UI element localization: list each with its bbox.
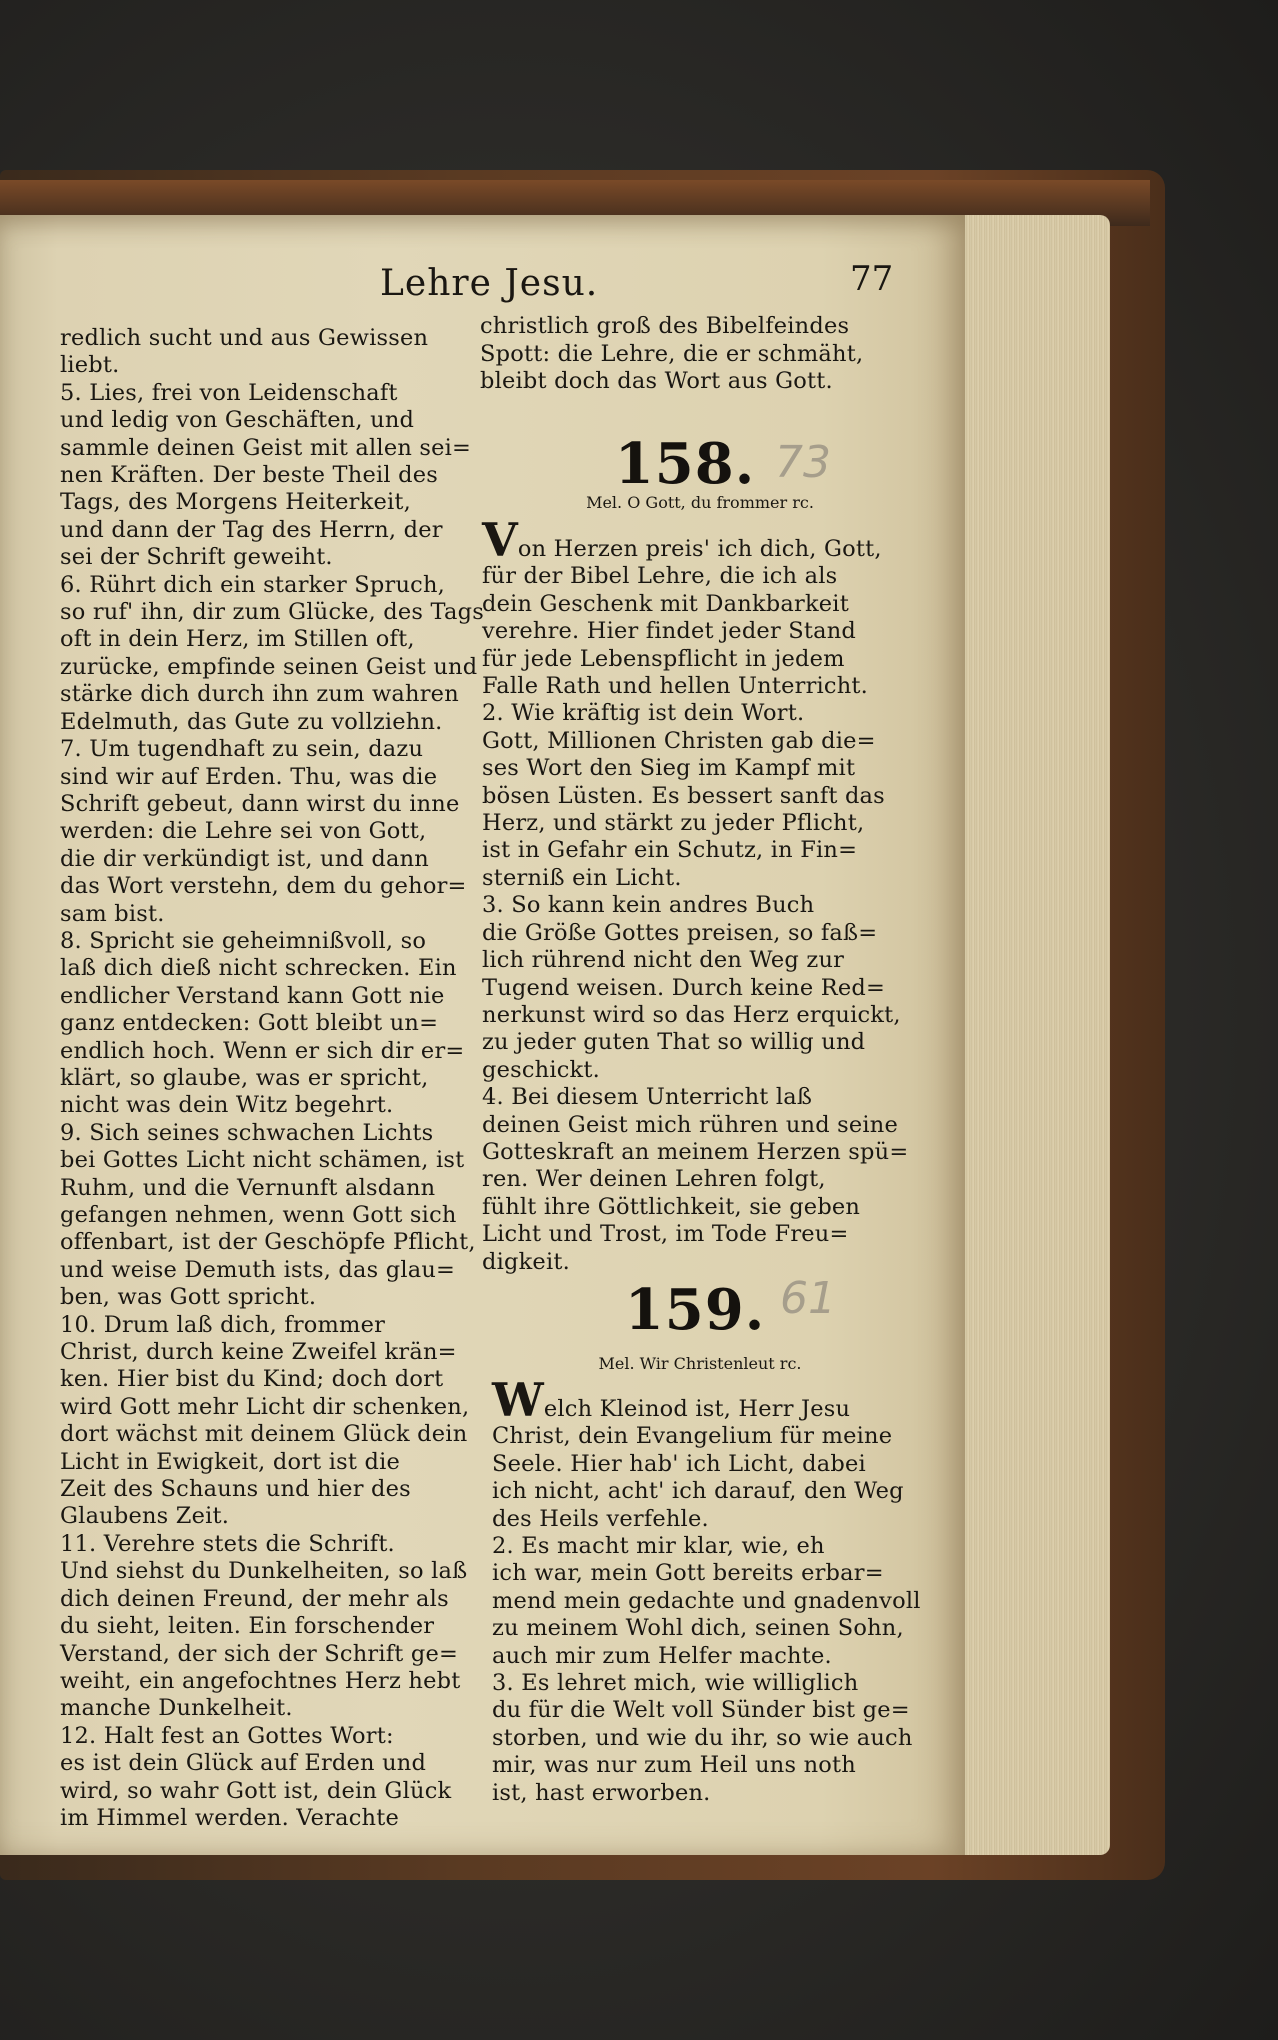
text-line: Gotteskraft an meinem Herzen spü= — [482, 1138, 909, 1165]
text-line: weiht, ein angefochtnes Herz hebt — [60, 1667, 461, 1694]
text-line: Christ, dein Evangelium für meine — [492, 1423, 893, 1450]
text-line: laß dich dieß nicht schrecken. Ein — [60, 955, 457, 982]
text-line: die Größe Gottes preisen, so faß= — [482, 919, 878, 946]
text-line: 10. Drum laß dich, frommer — [60, 1311, 386, 1338]
hymn-159-melody: Mel. Wir Christenleut rc. — [598, 1354, 802, 1373]
text-line — [482, 513, 912, 567]
first-line-text: on Herzen preis' ich dich, Gott, — [517, 536, 882, 562]
text-line: digkeit. — [482, 1248, 570, 1275]
text-line: Licht in Ewigkeit, dort ist die — [60, 1448, 400, 1475]
text-line: oft in dein Herz, im Stillen oft, — [60, 626, 415, 653]
text-line: Christ, durch keine Zweifel krän= — [60, 1339, 457, 1366]
text-line: 2. Wie kräftig ist dein Wort. — [482, 700, 805, 727]
text-line: ken. Hier bist du Kind; doch dort — [60, 1366, 444, 1393]
text-line: ich war, mein Gott bereits erbar= — [492, 1560, 884, 1587]
text-line: ist in Gefahr ein Schutz, in Fin= — [482, 837, 858, 864]
text-line: endlicher Verstand kann Gott nie — [60, 982, 445, 1009]
hymn-158-text — [482, 513, 912, 1276]
first-line-text: elch Kleinod ist, Herr Jesu — [543, 1396, 851, 1422]
text-line: Licht und Trost, im Tode Freu= — [482, 1221, 849, 1248]
text-line: gefangen nehmen, wenn Gott sich — [60, 1202, 457, 1228]
text-line: wird, so wahr Gott ist, dein Glück — [60, 1777, 452, 1804]
text-line: sind wir auf Erden. Thu, was die — [60, 763, 438, 790]
text-line: 8. Spricht sie geheimnißvoll, so — [60, 927, 427, 954]
text-line: mir, was nur zum Heil uns noth — [492, 1752, 856, 1779]
text-line: zu meinem Wohl dich, seinen Sohn, — [492, 1615, 904, 1642]
drop-cap: V — [482, 513, 518, 567]
text-line: Edelmuth, das Gute zu vollziehn. — [60, 708, 443, 735]
text-line: Spott: die Lehre, die er schmäht, — [480, 340, 864, 367]
hymn-159-pencil-note: 61 — [780, 1273, 836, 1324]
text-line: offenbart, ist der Geschöpfe Pflicht, — [60, 1229, 476, 1256]
text-line: für jede Lebenspflicht in jedem — [482, 645, 845, 672]
text-line: zu jeder guten That so willig und — [482, 1029, 866, 1056]
text-line: Herz, und stärkt zu jeder Pflicht, — [482, 810, 865, 837]
text-line: nen Kräften. Der beste Theil des — [60, 462, 438, 489]
text-line: ben, was Gott spricht. — [60, 1284, 317, 1311]
text-line: du sieht, leiten. Ein forschender — [60, 1613, 435, 1640]
text-line — [492, 1373, 922, 1427]
text-line: werden: die Lehre sei von Gott, — [60, 818, 427, 845]
text-line: bleibt doch das Wort aus Gott. — [480, 368, 833, 395]
hymn-158-pencil-note: 73 — [775, 437, 831, 488]
text-line: storben, und wie du ihr, so wie auch — [492, 1724, 913, 1751]
text-line: liebt. — [60, 352, 120, 379]
text-line: verehre. Hier findet jeder Stand — [482, 618, 857, 645]
text-line: und weise Demuth ists, das glau= — [60, 1256, 456, 1283]
text-line: 12. Halt fest an Gottes Wort: — [60, 1722, 394, 1749]
text-line: Tags, des Morgens Heiterkeit, — [60, 489, 411, 516]
text-line: manche Dunkelheit. — [60, 1695, 293, 1722]
text-line: 9. Sich seines schwachen Lichts — [60, 1119, 434, 1146]
text-line: geschickt. — [482, 1056, 600, 1083]
text-line: 5. Lies, frei von Leidenschaft — [60, 379, 398, 406]
text-line: Glaubens Zeit. — [60, 1503, 230, 1530]
left-column — [60, 325, 484, 1832]
text-line: 3. So kann kein andres Buch — [482, 892, 815, 919]
text-line: zurücke, empfinde seinen Geist und — [60, 653, 478, 680]
text-line: stärke dich durch ihn zum wahren — [60, 681, 459, 708]
text-line: Gott, Millionen Christen gab die= — [482, 727, 876, 754]
text-line: ganz entdecken: Gott bleibt un= — [60, 1010, 439, 1037]
text-line: 7. Um tugendhaft zu sein, dazu — [60, 736, 424, 763]
hymn-159-text — [492, 1373, 922, 1807]
text-line: du für die Welt voll Sünder bist ge= — [492, 1697, 910, 1724]
text-line: klärt, so glaube, was er spricht, — [60, 1064, 429, 1091]
text-line: wird Gott mehr Licht dir schenken, — [60, 1393, 470, 1420]
text-line: 2. Es macht mir klar, wie, eh — [492, 1533, 825, 1560]
text-line: sammle deinen Geist mit allen sei= — [60, 434, 472, 461]
text-line: das Wort verstehn, dem du gehor= — [60, 873, 467, 900]
text-line: es ist dein Glück auf Erden und — [60, 1750, 427, 1777]
text-line: so ruf' ihn, dir zum Glücke, des Tags — [60, 599, 484, 626]
text-line: Ruhm, und die Vernunft alsdann — [60, 1174, 436, 1201]
book-page — [0, 215, 965, 1855]
text-line: und ledig von Geschäften, und — [60, 407, 415, 434]
drop-cap: W — [492, 1373, 544, 1427]
right-column — [480, 313, 910, 396]
text-line: 4. Bei diesem Unterricht laß — [482, 1084, 813, 1111]
text-line: ich nicht, acht' ich darauf, den Weg — [492, 1478, 904, 1505]
text-line: nicht was dein Witz begehrt. — [60, 1092, 394, 1119]
text-line: deinen Geist mich rühren und seine — [482, 1111, 899, 1138]
text-line: Falle Rath und hellen Unterricht. — [482, 673, 869, 700]
text-line: Tugend weisen. Durch keine Red= — [482, 974, 886, 1001]
text-line: dich deinen Freund, der mehr als — [60, 1585, 449, 1612]
text-line: Und siehst du Dunkelheiten, so laß — [60, 1558, 468, 1585]
text-line: 11. Verehre stets die Schrift. — [60, 1530, 395, 1557]
page-block-edge — [960, 215, 1110, 1855]
text-line: bei Gottes Licht nicht schämen, ist — [60, 1147, 465, 1174]
text-line: im Himmel werden. Verachte — [60, 1804, 399, 1831]
text-line: Schrift gebeut, dann wirst du inne — [60, 790, 460, 817]
text-line: lich rührend nicht den Weg zur — [482, 947, 845, 974]
text-line: sei der Schrift geweiht. — [60, 544, 333, 571]
page-number: 77 — [850, 259, 894, 299]
text-line: auch mir zum Helfer machte. — [492, 1642, 832, 1669]
text-line: sam bist. — [60, 900, 165, 927]
text-line: dort wächst mit deinem Glück dein — [60, 1421, 468, 1448]
text-line: redlich sucht und aus Gewissen — [60, 325, 429, 351]
text-line: sterniß ein Licht. — [482, 864, 682, 891]
text-line: endlich hoch. Wenn er sich dir er= — [60, 1037, 465, 1064]
text-line: die dir verkündigt ist, und dann — [60, 845, 429, 872]
text-line: Verstand, der sich der Schrift ge= — [60, 1640, 459, 1667]
text-line: nerkunst wird so das Herz erquickt, — [482, 1001, 901, 1028]
running-title: Lehre Jesu. — [380, 263, 599, 304]
text-line: dein Geschenk mit Dankbarkeit — [482, 590, 849, 617]
text-line: Zeit des Schauns und hier des — [60, 1476, 411, 1503]
text-line: christlich groß des Bibelfeindes — [480, 313, 850, 339]
text-line: für der Bibel Lehre, die ich als — [482, 563, 838, 590]
text-line: bösen Lüsten. Es bessert sanft das — [482, 782, 885, 809]
right-column-top-text — [480, 313, 910, 396]
text-line: mend mein gedachte und gnadenvoll — [492, 1587, 921, 1614]
text-line: Seele. Hier hab' ich Licht, dabei — [492, 1450, 866, 1477]
text-line: ses Wort den Sieg im Kampf mit — [482, 755, 856, 782]
text-line: und dann der Tag des Herrn, der — [60, 516, 443, 543]
text-line: 3. Es lehret mich, wie williglich — [492, 1670, 859, 1697]
text-line: ren. Wer deinen Lehren folgt, — [482, 1166, 826, 1193]
text-line: ist, hast erworben. — [492, 1779, 711, 1806]
hymn-159-number: 159. — [624, 1277, 766, 1343]
text-line: fühlt ihre Göttlichkeit, sie geben — [482, 1193, 861, 1220]
text-line: 6. Rührt dich ein starker Spruch, — [60, 571, 446, 598]
hymn-158-melody: Mel. O Gott, du frommer rc. — [586, 493, 814, 512]
hymn-158-number: 158. — [614, 431, 756, 497]
text-line: des Heils verfehle. — [492, 1505, 709, 1532]
